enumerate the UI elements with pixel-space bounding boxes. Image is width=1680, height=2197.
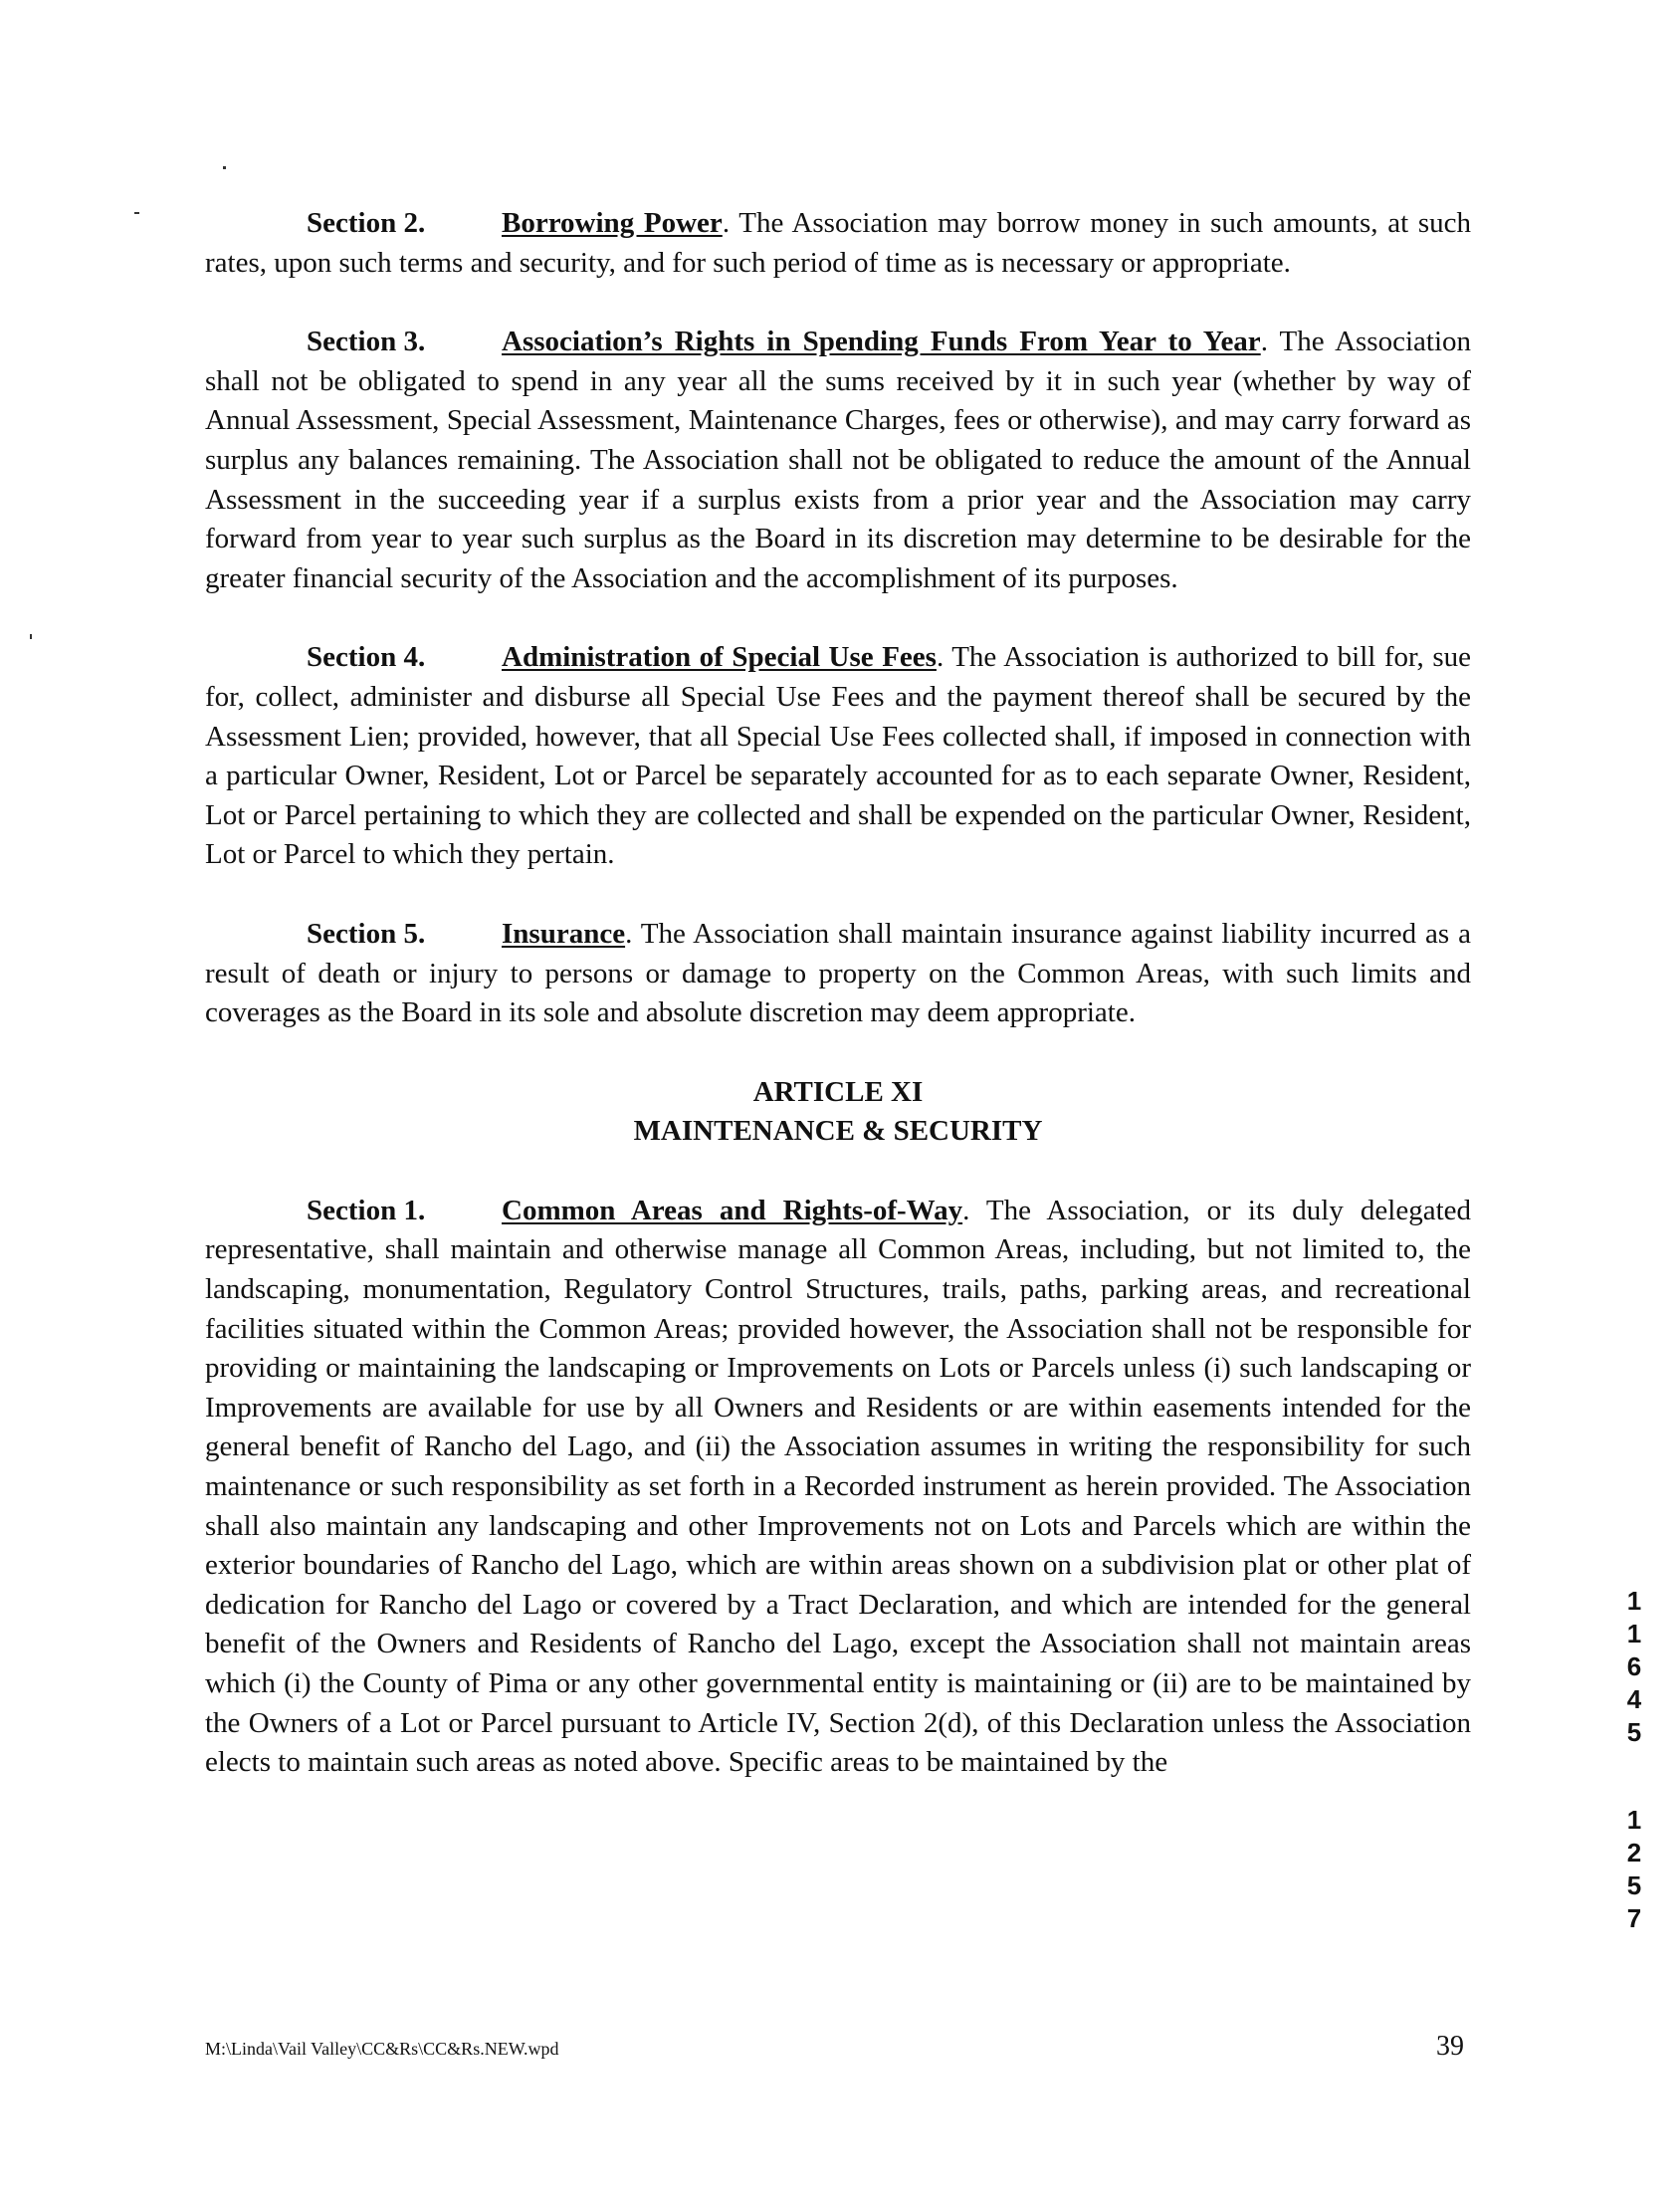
document-body xyxy=(205,204,1471,1823)
section-text: . The Association, or its duly delegated representative, shall maintain and otherwise manage all Common Areas, including, but not limited to, the landscaping, monumentation, Regulatory Control Structures, trails, paths, parking areas, and recreational facilities situated within the Common Areas; provided however, the Association shall not be responsible for providing or maintaining the landscaping or Improvements on Lots or Parcels unless (i) such landscaping or Improvements are available for use by all Owners and Residents or are within easements intended for the general benefit of Rancho del Lago, and (ii) the Association assumes in writing the responsibility for such maintenance or such responsibility as set forth in a Recorded instrument as herein provided. The Association shall also maintain any landscaping and other Improvements not on Lots and Parcels which are within the exterior boundaries of Rancho del Lago, which are within areas shown on a subdivision plat or other plat of dedication for Rancho del Lago or covered by a Tract Declaration, and which are intended for the general benefit of the Owners and Residents of Rancho del Lago, except the Association shall not maintain areas which (i) the County of Pima or any other governmental entity is maintaining or (ii) are to be maintained by the Owners of a Lot or Parcel pursuant to Article IV, Section 2(d), of this Declaration unless the Association elects to maintain such areas as noted above. Specific areas to be maintained by the xyxy=(205,1194,1472,1779)
section-number: Section 5. xyxy=(307,917,426,950)
stamp-digit: 1 xyxy=(1626,1586,1642,1616)
stamp-digit: 5 xyxy=(1626,1717,1642,1747)
section-number: Section 4. xyxy=(307,641,426,674)
scan-speck xyxy=(134,212,139,214)
section-title: Common Areas and Rights-of-Way xyxy=(502,1194,963,1226)
stamp-digit: 4 xyxy=(1626,1684,1642,1714)
section-2-paragraph xyxy=(205,204,1471,283)
section-text: . The Association may borrow money in such amounts, at such rates, upon such terms and security, and for such period of time as is necessary or appropriate. xyxy=(205,207,1472,279)
stamp-digit: 5 xyxy=(1626,1870,1642,1900)
section-3-paragraph xyxy=(205,323,1471,598)
stamp-digit: 6 xyxy=(1626,1651,1642,1681)
section-4-paragraph xyxy=(205,638,1471,875)
section-text: . The Association is authorized to bill for, sue for, collect, administer and disburse all Special Use Fees and the payment thereof shall be secured by the Assessment Lien; provided, however, that all Special Use Fees collected shall, if imposed in connection with a particular Owner, Resident, Lot or Parcel be separately accounted for as to each separate Owner, Resident, Lot or Parcel pertaining to which they are collected and shall be expended on the particular Owner, Resident, Lot or Parcel to which they pertain. xyxy=(205,641,1471,871)
article-title: MAINTENANCE & SECURITY xyxy=(633,1115,1043,1148)
section-number: Section 1. xyxy=(307,1194,426,1226)
section-text: . The Association shall maintain insurance against liability incurred as a result of death or injury to persons or damage to property on the Common Areas, with such limits and coverages as the Board in its sole and absolute discretion may deem appropriate. xyxy=(205,917,1471,1029)
section-text: . The Association shall not be obligated to spend in any year all the sums received by it in such year (whether by way of Annual Assessment, Special Assessment, Maintenance Charges, fees or otherwise), and may carry forward as surplus any balances remaining. The Association shall not be obligated to reduce the amount of the Annual Assessment in the succeeding year if a surplus exists from a prior year and the Association may carry forward from year to year such surplus as the Board in its discretion may determine to be desirable for the greater financial security of the Association and the accomplishment of its purposes. xyxy=(205,326,1471,594)
recording-stamp xyxy=(1614,1585,1654,1935)
article-section-1-paragraph xyxy=(205,1192,1471,1783)
scan-speck xyxy=(223,166,226,169)
stamp-digit: 1 xyxy=(1626,1619,1642,1648)
article-number: ARTICLE XI xyxy=(752,1075,924,1108)
article-heading xyxy=(205,1073,1471,1152)
stamp-digit: 2 xyxy=(1626,1838,1642,1867)
stamp-digit: 7 xyxy=(1626,1903,1642,1933)
section-title: Borrowing Power xyxy=(502,207,723,239)
section-number: Section 3. xyxy=(307,326,426,358)
page-number: 39 xyxy=(1436,2031,1464,2062)
section-title: Administration of Special Use Fees xyxy=(502,641,937,674)
scan-speck xyxy=(30,634,32,639)
section-title: Insurance xyxy=(502,917,626,950)
footer-file-path: M:\Linda\Vail Valley\CC&Rs\CC&Rs.NEW.wpd xyxy=(205,2039,559,2059)
stamp-digit: 1 xyxy=(1626,1805,1642,1835)
section-title: Association’s Rights in Spending Funds From Year to Year xyxy=(502,326,1261,358)
section-number: Section 2. xyxy=(307,207,426,239)
section-5-paragraph xyxy=(205,915,1471,1033)
